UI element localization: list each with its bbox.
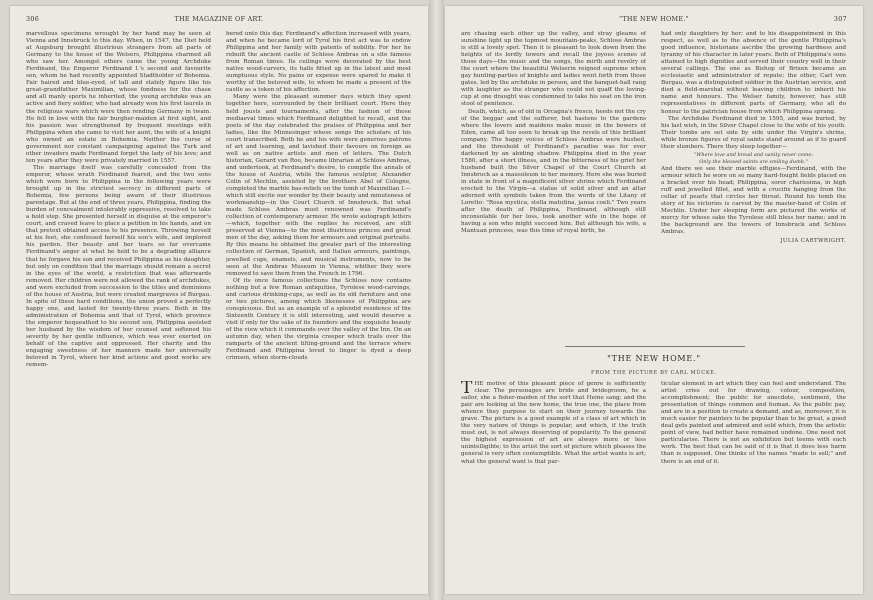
verse-line: "Where love and bread and vanity never come; (693, 151, 814, 158)
paragraph: Of its once famous collections the Schloss now contains nothing but a few Roman antiquities, Tyrolese wood-carvings, and curious drinking-cups, as well as its old furniture and one or two pictures, among which likenesses of Philippina are conspicuous. But as an example of a splendid residence of the Sixteenth Century it is still interesting, and would deserve a visit if only for the sake of its founders and the exquisite beauty of the view which it commands over the valley of the Inn. On an autumn day, when the virginia creeper which trails over the ramparts of the ancient tilting-ground and the terrace where Ferdinand and Philippina loved to linger is dyed a deep crimson, when storm-clouds (226, 277, 411, 362)
article-byline: FROM THE PICTURE BY CARL MÜCKE. (591, 370, 717, 376)
paragraph: Death, which, as of old in Orcagna's fresco, heeds not the cry of the beggar and the sufferer, but hastens to the gardens where the lovers and maidens make music in the bowers of Eden, came all too soon to break up the revels of this brilliant company. The happy voices of Schloss Ambras were hushed, and the threshold of Ferdinand's paradise was for ever darkened by an abiding shadow. Philippina died in the year 1580, after a short illness, and in the bitterness of his grief her husband built the Silver Chapel of the Court Church at Innsbruck as a mausoleum to her memory. Here she was buried in state in front of a magnificent silver shrine which Ferdinand erected to the Virgin—a statue of solid silver and an altar adorned with symbols taken from the words of the Litany of Loretto: "Rosa mystica, stella matutina, janua coeli." Two years after the death of Philippina, Ferdinand, although still inconsolable for her loss, took another wife in the hope of having a son who might succeed him. But although his wife, a Mantuan princess, was this time of royal birth, he (461, 108, 646, 235)
right-page (445, 6, 863, 594)
running-header (461, 15, 847, 27)
paragraph-text: HE motive of this pleasant piece of genre is sufficiently clear. The personages are bride and bridegroom, he a sailor, she a fisher-maiden of the sort that Heine sang; and the pair are looking at the new home, the true one, the place from whence they purpose to start on their journey towards the grave. The picture is a good example of a class of art which in the very nature of things is popular, and which, if the truth must out, is not always deserving of popularity. To the general the highest expression of art are always more or less unintelligible; to the artist the sort of picture which pleases the general is very often contemptible. What the artist wants is art; what the general want is that par- (461, 381, 646, 465)
paragraph: are chasing each other up the valley, and stray gleams of sunshine light up the topmost mountain-peaks, Schloss Ambras is still a lovely spot. Then it is pleasant to look down from the heights of its lordly towers and recall the joyous scenes of those days—the music and the songs, the mirth and revelry of the court where the beautiful Welserin reigned supreme when gay hunting-parties of knights and ladies went forth from those gates, led by the archduke in person, and the banquet-hall rang with laughter as the stranger who could not quaff the loving-cup at one draught was condemned to take his seat on the iron stool of penitence. (461, 31, 646, 108)
article-column-1 (461, 381, 646, 589)
right-column-2 (661, 31, 846, 331)
section-rule (565, 346, 745, 347)
running-title: "THE NEW HOME." (619, 15, 689, 23)
page-number: 306 (26, 15, 40, 23)
paragraph: had only daughters by her; and to his disappointment in this respect, as well as to the absence of the gentle Philippina's good influence, historians ascribe the growing hardness and tyranny of his character in later years. Both of Philippina's sons attained to high dignities and served their country well in their several callings. The one as Bishop of Brixen became an ecclesiastic and administrator of repute; the other, Carl von Burgau, was a distinguished soldier in the Austrian service, and died a field-marshal without leaving children to inherit his name and honours. The Welser family, however, has still representatives in different parts of Germany, who all do honour to the patrician house from which Philippina sprang. (661, 31, 846, 115)
book-gutter (429, 0, 444, 600)
paragraph: And there we see their marble effigies—Ferdinand, with the armour which he wore on so many hard-fought fields placed on a bracket over his head; Philippina, soror charissima, in high ruff and jewelled fillet, and with a crucifix hanging from the collar of pearls that circles her throat. Round his tomb the story of his victories is carved by the master-hand of Colin of Mechlin. Under her sleeping form are pictured the works of mercy for whose sake the Tyrolese still bless her name; and in the background are the towers of Innsbruck and Schloss Ambras. (661, 165, 846, 236)
running-header (26, 15, 412, 27)
paragraph: The Archduke Ferdinand died in 1595, and was buried, by his last wish, in the Silver Chapel close to the wife of his youth. Their tombs are set side by side under the Virgin's shrine, while bronze figures of royal saints stand around as if to guard their slumbers. There they sleep together— (661, 115, 846, 150)
paragraph: Many were the pleasant summer days which they spent together here, surrounded by their brilliant court. Here they held jousts and tournaments, after the fashion of those mediaeval times which Ferdinand delighted to recall, and the poets of the day celebrated the praises of Philippina and her ladies, like the Minnesinger whose songs the scholars of his court transcribed. Both he and his wife were generous patrons of art and learning, and lavished their favours on foreign as well as on native artists and men of letters. The Dutch historian, Gerard van Roo, became librarian at Schloss Ambras, and undertook, at Ferdinand's desire, to compile the annals of the house of Austria, while the famous sculptor, Alexander Colin of Mechlin, assisted by the brothers Abel of Cologne, completed the marble bas-reliefs on the tomb of Maximilian I.—which still excite our wonder by their beauty and minuteness of workmanship—in the Court Church of Innsbruck. But what made Schloss Ambras most renowned was Ferdinand's collection of contemporary armour. He wrote autograph letters—which, together with the replies he received, are still preserved at Vienna—to the most illustrious princes and great men of the day, asking them for armours and original portraits. By this means he obtained the greater part of the interesting collection of German, Spanish, and Italian armours, paintings, jewelled cups, enamels, and musical instruments, now to be seen at the Ambras Museum in Vienna, whither they were removed to save them from the French in 1796. (226, 94, 411, 277)
running-title: THE MAGAZINE OF ART. (174, 15, 264, 23)
article-column-2 (661, 381, 846, 589)
paragraph (461, 381, 646, 466)
article-title: "THE NEW HOME." (607, 354, 701, 363)
author-signature: JULIA CARTWRIGHT. (780, 238, 846, 245)
paragraph: bered unto this day. Ferdinand's affection increased with years, and when he became lord of Tyrol his first act was to endow Philippina and her family with patents of nobility. For her he rebuilt the ancient castle of Schloss Ambras on a site famous from Roman times. Its ceilings were decorated by the best native wood-carvers, its halls fitted up in the latest and most sumptuous style. No pains or expense were spared to make it worthy of the beloved wife, to whom he made a present of the castle as a token of his affection. (226, 31, 411, 94)
left-page (10, 6, 428, 594)
drop-cap: T (461, 381, 473, 398)
left-column-1 (26, 31, 211, 587)
paragraph: The marriage itself was carefully concealed from the emperor, whose wrath Ferdinand feared, and the two sons which were born to Philippina in the following years were brought up in the strictest secrecy in different parts of Bohemia, few persons being aware of their illustrious parentage. But at the end of three years, Philippina, finding the burden of concealment intolerably oppressive, resolved to take a bold step. She presented herself in disguise at the emperor's court, and craved leave to place a petition in his hands, and on that pretext obtained access to his presence. Throwing herself at his feet, she confessed herself his son's wife, and implored his pardon. Her beauty and her tears so far overcame Ferdinand's anger at what he held to be a degrading alliance that he forgave his son and received Philippina as his daughter, but only on condition that the marriage should remain a secret in the eyes of the world, a restriction that was afterwards removed. Her children were not allowed the rank of archdukes, and were excluded from succession to the titles and dominions of the house of Austria, but were created margraves of Burgau. In spite of these hard conditions, the union proved a perfectly happy one, and lasted for twenty-three years. Both in the administration of Bohemia and that of Tyrol, which province the emperor bequeathed to his second son, Philippina assisted her husband by the wisdom of her counsel and softened his severity by her gentle influence, which was ever exerted on behalf of the captive and oppressed. Her charity and the engaging sweetness of her manners made her universally beloved in Tyrol, where her kind actions and good works are remem- (26, 164, 211, 369)
page-number: 307 (833, 15, 847, 23)
right-column-1 (461, 31, 646, 319)
verse-line: Only the blessed saints are smiling dumb." (699, 158, 808, 165)
paragraph: ticular element in art which they can feel and understand. The artist cries out for drawing, colour, composition, accomplishment; the public for anecdote, sentiment, the presentation of things common and human. As the public pay, and are in a position to create a demand, and as, moreover, it is much easier for painters to be popular than to be great, a good deal gets painted and admired and sold which, from the artistic point of view, had better have remained undone. One need not particularise. There is not an exhibition but teems with such work. The best that can be said of it is that it does less harm than is supposed. One thinks of the names "made to sell;" and there is an end of it. (661, 381, 846, 465)
left-column-2 (226, 31, 411, 587)
paragraph: marvellous specimens wrought by her hand may be seen at Vienna and Innsbruck to this day. When, in 1547, the Diet held at Augsburg brought illustrious strangers from all parts of Germany to the house of the Welsers, Philippina charmed all who saw her. Amongst others came the young Archduke Ferdinand, the Emperor Ferdinand I.'s second and favourite son, whom he had recently appointed Stadtholder of Bohemia. Fair haired and blue-eyed, of tall and stately figure like his great-grandfather Maximilian, whose fondness for the chase and all manly sports he inherited, the young archduke was an active and fiery soldier, who had already won his first laurels in the religious wars which were then rending Germany in twain. He fell in love with the fair burgher-maiden at first sight, and his passion was strengthened by frequent meetings with Philippina when she came to visit her aunt, the wife of a knight who owned an estate in Bohemia. Neither the curse of government nor constant campaigning against the Turk and other invaders made Ferdinand forget the lady of his love; and ten years after they were privately married in 1557. (26, 31, 211, 164)
